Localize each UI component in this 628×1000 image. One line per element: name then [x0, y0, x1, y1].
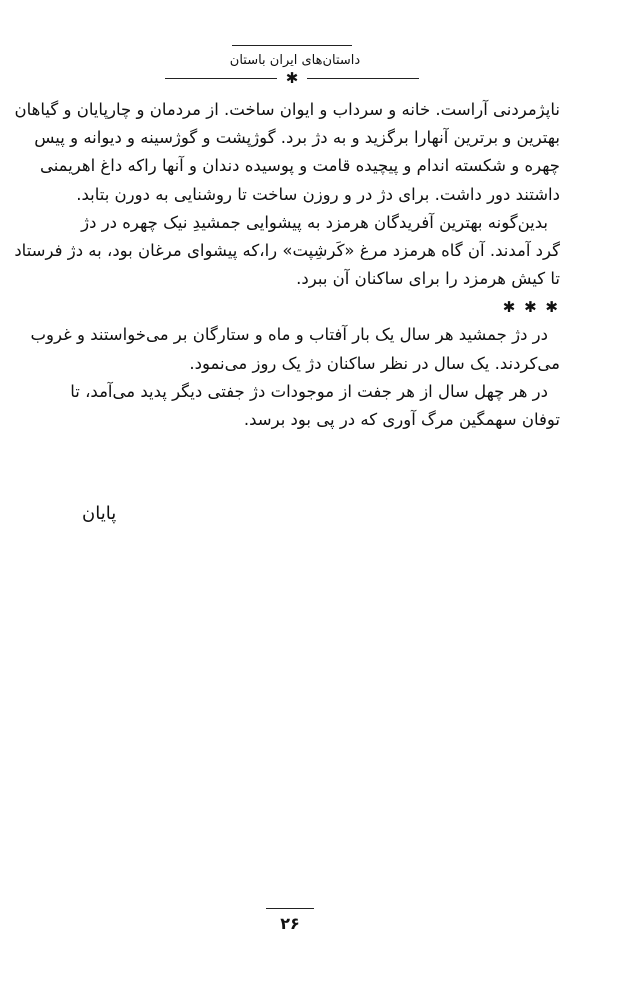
text-line: چهره و شکسته اندام و پیچیده قامت و پوسیده دندان و آنها راکه داغ اهریمنی	[39, 156, 560, 176]
paragraph-3	[30, 321, 560, 377]
text-line: در دژ جمشید هر سال یک بار آفتاب و ماه و ستارگان بر می‌خواستند و غروب	[30, 325, 548, 345]
text-line: بدین‌گونه بهترین آفریدگان هرمزد به پیشوایی جمشیدِ نیک چهره در دژ	[81, 212, 548, 232]
paragraph-1	[14, 96, 560, 209]
running-head-title: داستان‌های ایران باستان	[229, 53, 361, 68]
header-rule-right	[307, 78, 419, 79]
text-line: تا کیش هرمزد را برای ساکنان آن ببرد.	[296, 269, 560, 289]
paragraph-2	[14, 209, 560, 294]
header-top-rule	[232, 45, 352, 46]
star-ornament-icon: ✱	[285, 69, 299, 87]
text-line: بهترین و برترین آنهارا برگزید و به دژ برد. گوژپشت و گوژسینه و دیوانه و پیس	[34, 128, 560, 148]
body-text	[14, 96, 560, 434]
text-line: در هر چهل سال از هر جفت از موجودات دژ جفتی دیگر پدید می‌آمد، تا	[70, 381, 548, 401]
paragraph-4	[60, 378, 560, 434]
footer-rule	[266, 908, 314, 909]
header-rule-left	[165, 78, 277, 79]
text-line: گرد آمدند. آن گاه هرمزد مرغ «کَرشِپت» را،که پیشوای مرغان بود، به دژ فرستاد	[14, 240, 560, 260]
header-ornament-row	[165, 69, 419, 87]
text-line: ناپژمردنی آراست. خانه و سرداب و ایوان ساخت. از مردمان و چارپایان و گیاهان	[14, 100, 560, 119]
text-line: توفان سهمگین مرگ آوری که در پی بود برسد.	[243, 409, 560, 429]
text-line: می‌کردند. یک سال در نظر ساکنان دژ یک روز می‌نمود.	[189, 353, 560, 373]
section-separator: ✱ ✱ ✱	[502, 298, 560, 317]
end-word: پایان	[82, 503, 117, 524]
text-line: داشتند دور داشت. برای دژ در و روزن ساخت تا روشنایی به دورن بتابد.	[76, 184, 560, 204]
page-number: ۲۶	[280, 914, 300, 933]
